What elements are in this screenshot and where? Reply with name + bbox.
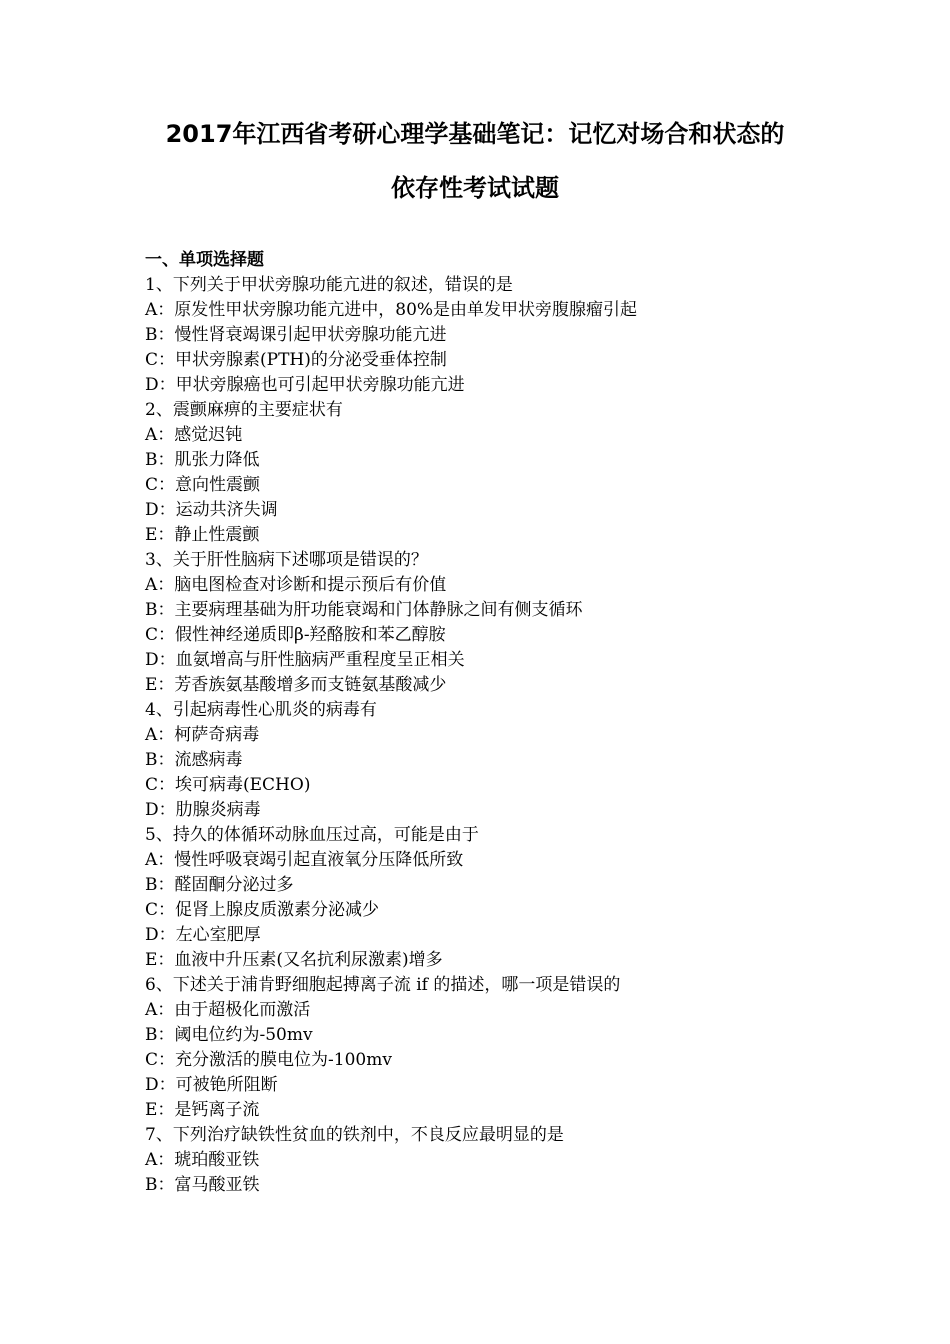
document-body (145, 248, 865, 1198)
question-4-option-a: A：柯萨奇病毒 (145, 725, 260, 745)
question-6-option-d: D：可被铯所阻断 (145, 1075, 278, 1095)
question-6-option-b: B：阈电位约为-50mv (145, 1025, 313, 1045)
question-2-option-a: A：感觉迟钝 (145, 425, 243, 445)
document-title-line-1: 2017年江西省考研心理学基础笔记：记忆对场合和状态的 (165, 120, 785, 148)
question-5-option-b: B：醛固酮分泌过多 (145, 875, 294, 895)
question-7-option-a: A：琥珀酸亚铁 (145, 1150, 260, 1170)
question-2-option-b: B：肌张力降低 (145, 450, 260, 470)
question-6-option-a: A：由于超极化而激活 (145, 1000, 311, 1020)
question-7: 7、下列治疗缺铁性贫血的铁剂中，不良反应最明显的是 (145, 1125, 564, 1145)
question-1: 1、下列关于甲状旁腺功能亢进的叙述，错误的是 (145, 275, 513, 295)
question-4-option-b: B：流感病毒 (145, 750, 243, 770)
question-3-option-b: B：主要病理基础为肝功能衰竭和门体静脉之间有侧支循环 (145, 600, 583, 620)
question-2-option-d: D：运动共济失调 (145, 500, 278, 520)
question-5-option-e: E：血液中升压素(又名抗利尿激素)增多 (145, 950, 443, 970)
question-5-option-d: D：左心室肥厚 (145, 925, 261, 945)
question-4: 4、引起病毒性心肌炎的病毒有 (145, 700, 377, 720)
question-3-option-a: A：脑电图检查对诊断和提示预后有价值 (145, 575, 447, 595)
question-2-option-e: E：静止性震颤 (145, 525, 260, 545)
question-1-option-c: C：甲状旁腺素(PTH)的分泌受垂体控制 (145, 350, 447, 370)
document-title-line-2: 依存性考试试题 (391, 174, 559, 202)
question-1-option-d: D：甲状旁腺癌也可引起甲状旁腺功能亢进 (145, 375, 465, 395)
question-1-option-b: B：慢性肾衰竭课引起甲状旁腺功能亢进 (145, 325, 447, 345)
question-3-option-e: E：芳香族氨基酸增多而支链氨基酸减少 (145, 675, 447, 695)
question-6-option-e: E：是钙离子流 (145, 1100, 260, 1120)
question-4-option-d: D：肋腺炎病毒 (145, 800, 261, 820)
question-5: 5、持久的体循环动脉血压过高，可能是由于 (145, 825, 479, 845)
question-2: 2、震颤麻痹的主要症状有 (145, 400, 343, 420)
question-7-option-b: B：富马酸亚铁 (145, 1175, 260, 1195)
question-2-option-c: C：意向性震颤 (145, 475, 261, 495)
question-6-option-c: C：充分激活的膜电位为-100mv (145, 1050, 392, 1070)
question-3: 3、关于肝性脑病下述哪项是错误的？ (145, 550, 428, 570)
question-3-option-d: D：血氨增高与肝性脑病严重程度呈正相关 (145, 650, 465, 670)
question-1-option-a: A：原发性甲状旁腺功能亢进中，80%是由单发甲状旁腹腺瘤引起 (145, 300, 638, 320)
question-4-option-c: C：埃可病毒(ECHO) (145, 775, 311, 795)
section-heading: 一、单项选择题 (145, 250, 264, 270)
question-5-option-c: C：促肾上腺皮质激素分泌减少 (145, 900, 380, 920)
question-6: 6、下述关于浦肯野细胞起搏离子流 if 的描述，哪一项是错误的 (145, 975, 621, 995)
question-5-option-a: A：慢性呼吸衰竭引起直液氧分压降低所致 (145, 850, 464, 870)
question-3-option-c: C：假性神经递质即β-羟酪胺和苯乙醇胺 (145, 625, 446, 645)
